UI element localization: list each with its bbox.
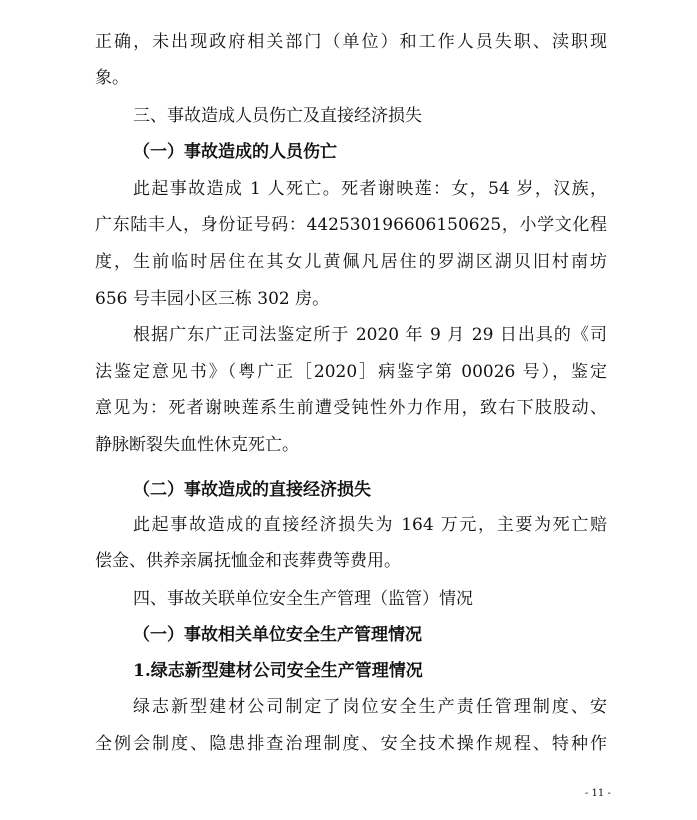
casualty-line-3: 度，生前临时居住在其女儿黄佩凡居住的罗湖区湖贝旧村南坊 bbox=[95, 252, 607, 272]
intro-line-1: 正确，未出现政府相关部门（单位）和工作人员失职、渎职现 bbox=[95, 32, 607, 52]
company-line-1: 绿志新型建材公司制定了岗位安全生产责任管理制度、安 bbox=[133, 697, 607, 717]
forensic-line-2: 法鉴定意见书》（粤广正［2020］病鉴字第 00026 号），鉴定 bbox=[95, 362, 607, 382]
section-3-heading: 三、事故造成人员伤亡及直接经济损失 bbox=[133, 106, 422, 126]
loss-line-2: 偿金、供养亲属抚恤金和丧葬费等费用。 bbox=[95, 551, 401, 571]
section-3-subheading-loss: （二）事故造成的直接经济损失 bbox=[133, 480, 371, 500]
section-4-heading: 四、事故关联单位安全生产管理（监管）情况 bbox=[133, 589, 473, 609]
section-4-subheading: （一）事故相关单位安全生产管理情况 bbox=[133, 625, 422, 645]
casualty-line-2: 广东陆丰人，身份证号码：442530196606150625，小学文化程 bbox=[95, 215, 607, 235]
forensic-line-1: 根据广东广正司法鉴定所于 2020 年 9 月 29 日出具的《司 bbox=[133, 325, 607, 345]
section-3-subheading-casualties: （一）事故造成的人员伤亡 bbox=[133, 142, 337, 162]
intro-line-2: 象。 bbox=[95, 68, 129, 88]
casualty-line-4: 656 号丰园小区三栋 302 房。 bbox=[95, 289, 330, 309]
forensic-line-4: 静脉断裂失血性休克死亡。 bbox=[95, 435, 299, 455]
company-line-2: 全例会制度、隐患排查治理制度、安全技术操作规程、特种作 bbox=[95, 734, 607, 754]
section-4-item-1-title: 1.绿志新型建材公司安全生产管理情况 bbox=[133, 661, 423, 681]
casualty-line-1: 此起事故造成 1 人死亡。死者谢映莲：女，54 岁，汉族， bbox=[133, 179, 607, 199]
page-number: - 11 - bbox=[585, 788, 611, 799]
forensic-line-3: 意见为：死者谢映莲系生前遭受钝性外力作用，致右下肢股动、 bbox=[95, 398, 607, 418]
loss-line-1: 此起事故造成的直接经济损失为 164 万元，主要为死亡赔 bbox=[133, 515, 607, 535]
